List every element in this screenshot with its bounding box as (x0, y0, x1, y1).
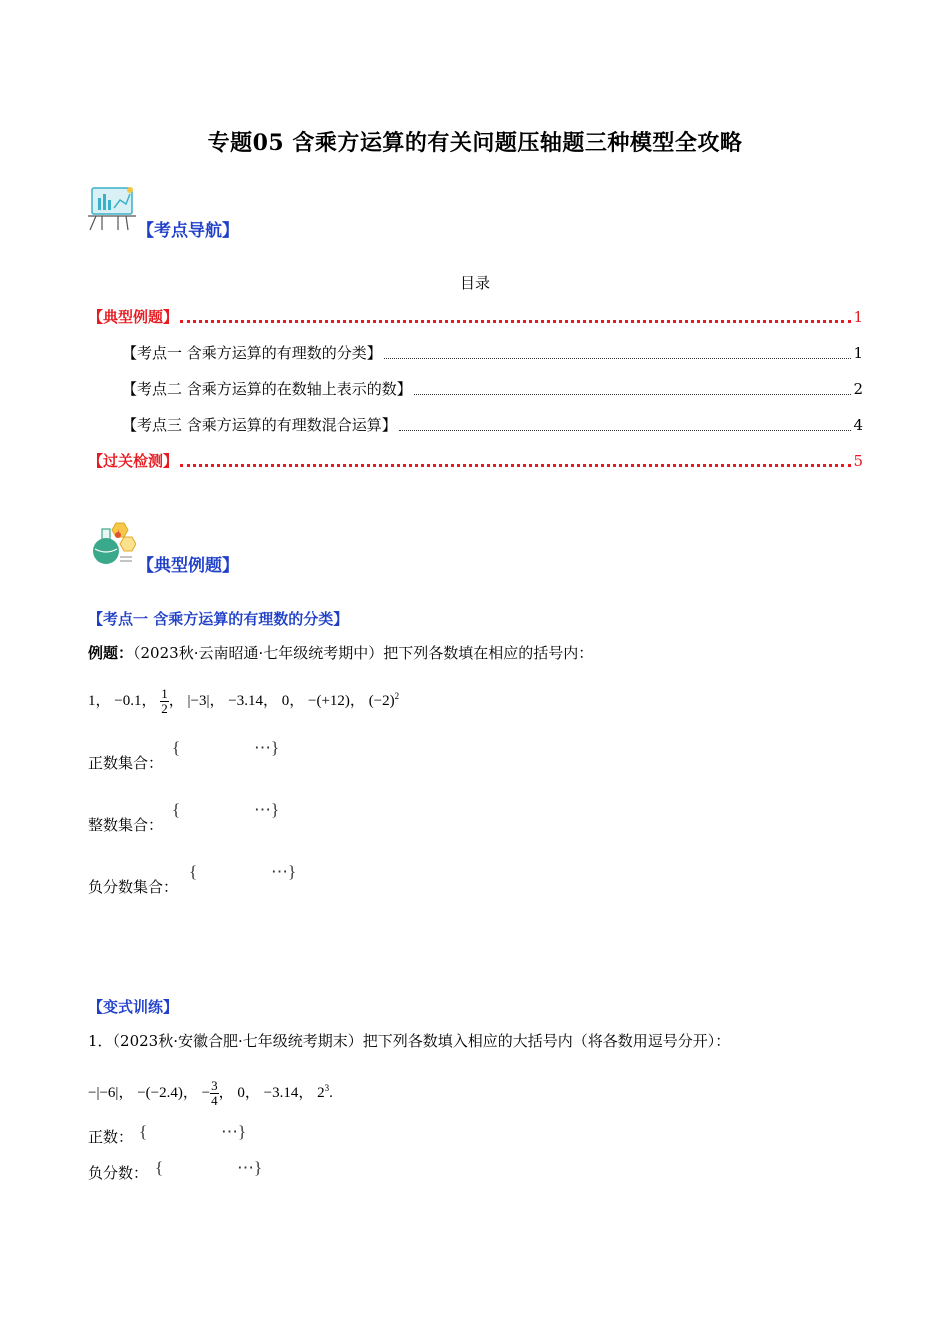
examples-heading: 【典型例题】 (137, 556, 239, 576)
set-brace-open: { (139, 1122, 148, 1141)
fraction-numerator: 3 (211, 1078, 218, 1094)
set-brace-close: ⋯} (221, 1122, 247, 1141)
number-item (201, 1078, 219, 1109)
toc-entry[interactable] (122, 415, 863, 435)
toc-leader (180, 456, 851, 467)
toc-entry-label: 【考点三 含乘方运算的有理数混合运算】 (122, 416, 397, 434)
comma: ， (209, 693, 225, 709)
comma: ， (298, 1085, 314, 1101)
toc-leader (399, 420, 852, 431)
toc-leader (384, 348, 852, 359)
fraction (210, 1079, 219, 1108)
comma: ， (349, 693, 365, 709)
number-item: 0 (237, 1085, 245, 1101)
comma: ， (244, 1085, 260, 1101)
set-brace-open: { (172, 738, 181, 757)
comma: ， (262, 693, 278, 709)
number-item: |−3| (187, 693, 210, 709)
nav-heading: 【考点导航】 (137, 221, 239, 241)
toc-entry-page: 1 (853, 344, 863, 362)
power-base: 2 (317, 1085, 325, 1101)
set-brace-close: ⋯} (254, 800, 280, 819)
toc-entry-page: 4 (853, 416, 863, 434)
presentation-board-icon (88, 182, 138, 232)
toc-entry-label: 【考点二 含乘方运算的在数轴上表示的数】 (122, 380, 412, 398)
toc-entry[interactable] (122, 379, 863, 399)
number-item (369, 693, 399, 709)
comma: ， (289, 693, 305, 709)
comma: ， (141, 693, 157, 709)
example-number-list (88, 678, 399, 719)
toc-entry[interactable] (122, 343, 863, 363)
negative-fraction-set-label: 负分数集合： (88, 878, 179, 896)
power-base: (−2) (368, 693, 395, 709)
exercise-statement (88, 1030, 730, 1052)
integer-set-label: 整数集合： (88, 816, 164, 834)
example-statement (88, 642, 593, 664)
fraction-sign: − (201, 1085, 211, 1101)
toc-title: 目录 (459, 274, 490, 292)
set-brace-close: ⋯} (271, 862, 297, 881)
comma: ， (218, 1085, 234, 1101)
power-exponent: 2 (394, 691, 400, 701)
exercise-number-list (88, 1068, 333, 1113)
number-item: 1 (88, 693, 96, 709)
period: . (329, 1085, 333, 1101)
set-brace-open: { (172, 800, 181, 819)
set-brace-open: { (189, 862, 198, 881)
positive-set-label: 正数集合： (88, 754, 164, 772)
toc-entry[interactable] (88, 307, 863, 327)
toc-leader (180, 312, 851, 323)
set-brace-close: ⋯} (237, 1158, 263, 1177)
toc-leader (414, 384, 852, 395)
number-item: 0 (281, 693, 290, 709)
topic1-heading: 【考点一 含乘方运算的有理数的分类】 (88, 610, 349, 628)
variant-heading: 【变式训练】 (88, 998, 179, 1016)
fraction-denominator: 4 (211, 1093, 218, 1109)
toc-entry-page: 1 (853, 308, 863, 326)
number-item: −0.1 (114, 693, 142, 709)
set-brace-open: { (155, 1158, 164, 1177)
flask-hexagon-icon (88, 519, 136, 567)
page-title: 专题05 含乘方运算的有关问题压轴题三种模型全攻略 (207, 130, 743, 156)
toc-entry-label: 【过关检测】 (88, 452, 179, 470)
toc-entry-page: 2 (853, 380, 863, 398)
toc-entry-label: 【典型例题】 (88, 308, 179, 326)
toc-entry[interactable] (88, 451, 863, 471)
number-item: −(+12) (308, 693, 350, 709)
exercise-index: 1． (88, 1032, 113, 1050)
fraction (160, 687, 169, 716)
number-item (317, 1085, 329, 1101)
negative-fraction-set-label: 负分数： (88, 1164, 149, 1182)
toc-entry-label: 【考点一 含乘方运算的有理数的分类】 (122, 344, 382, 362)
fraction-denominator: 2 (161, 701, 168, 717)
example-label: 例题： (88, 644, 134, 662)
set-brace-close: ⋯} (254, 738, 280, 757)
comma: ， (168, 693, 184, 709)
comma: ， (182, 1085, 198, 1101)
toc-entry-page: 5 (853, 452, 863, 470)
fraction-numerator: 1 (161, 686, 168, 702)
number-item: −(−2.4) (137, 1085, 183, 1101)
positive-set-label: 正数： (88, 1128, 134, 1146)
example-text: （2023秋·云南昭通·七年级统考期中）把下列各数填在相应的括号内： (133, 644, 594, 662)
number-item: −3.14 (263, 1085, 299, 1101)
power-exponent: 3 (324, 1083, 330, 1093)
exercise-text: （2023秋·安徽合肥·七年级统考期末）把下列各数填入相应的大括号内（将各数用逗号分开）： (112, 1032, 731, 1050)
comma: ， (118, 1085, 134, 1101)
number-item: −|−6| (88, 1085, 119, 1101)
comma: ， (95, 693, 111, 709)
number-item: −3.14 (228, 693, 263, 709)
